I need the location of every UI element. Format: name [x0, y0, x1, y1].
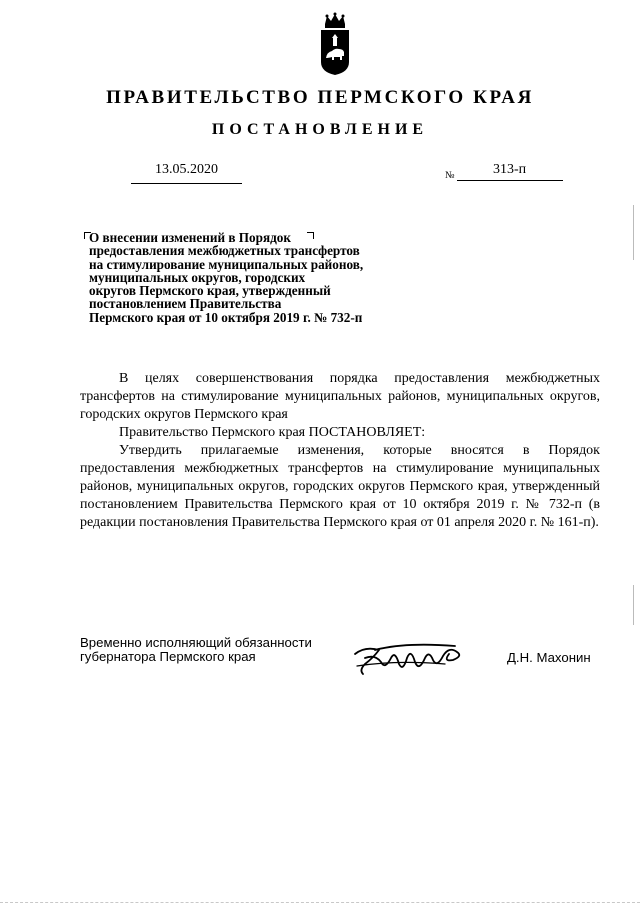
body-paragraph: Правительство Пермского края ПОСТАНОВЛЯЕТ:: [119, 425, 426, 440]
document-type-title: ПОСТАНОВЛЕНИЕ: [211, 121, 429, 138]
date-underline: [131, 183, 242, 184]
signer-position: [80, 636, 312, 664]
signer-position-line: губернатора Пермского края: [80, 649, 256, 664]
scan-bottom-edge: [0, 902, 640, 903]
subject-line: постановлением Правительства: [89, 296, 282, 312]
subject-line: округов Пермского края, утвержденный: [89, 283, 331, 299]
subject-line: Пермского края от 10 октября 2019 г. № 732-п: [89, 309, 363, 325]
number-sign: №: [445, 170, 455, 181]
body-paragraph: В целях совершенствования порядка предоставления межбюджетных трансфертов на стимулирование муниципальных районов, муниципальных округов, городских округов Пермского края: [80, 371, 600, 422]
subject-line: О внесении изменений в Порядок: [89, 230, 291, 245]
document-number: 313-п: [493, 162, 527, 177]
handwritten-signature-icon: [345, 636, 470, 680]
signer-position-line: Временно исполняющий обязанности: [80, 635, 312, 650]
signer-name: Д.Н. Махонин: [507, 650, 591, 665]
document-subject: [89, 231, 363, 324]
document-body: [80, 370, 600, 532]
perm-krai-coat-of-arms-icon: [320, 12, 350, 76]
document-date: 13.05.2020: [155, 162, 218, 177]
body-paragraph: Утвердить прилагаемые изменения, которые вносятся в Порядок предоставления межбюджетных трансфертов на стимулирование муниципальных районов, муниципальных округов, городских округов Пермского края, утвержденный постановлением Правительства Пермского края от 10 октября 2019 г. № 732-п (в редакции постановления Правительства Пермского края от 01 апреля 2020 г. № 161-п).: [80, 443, 600, 530]
government-title: ПРАВИТЕЛЬСТВО ПЕРМСКОГО КРАЯ: [106, 87, 534, 108]
subject-line: на стимулирование муниципальных районов,: [89, 256, 364, 272]
scan-edge-mark: [633, 585, 634, 625]
number-underline: [457, 180, 563, 181]
subject-line: муниципальных округов, городских: [89, 269, 306, 285]
subject-line: предоставления межбюджетных трансфертов: [89, 243, 360, 259]
scan-edge-mark: [633, 205, 634, 260]
